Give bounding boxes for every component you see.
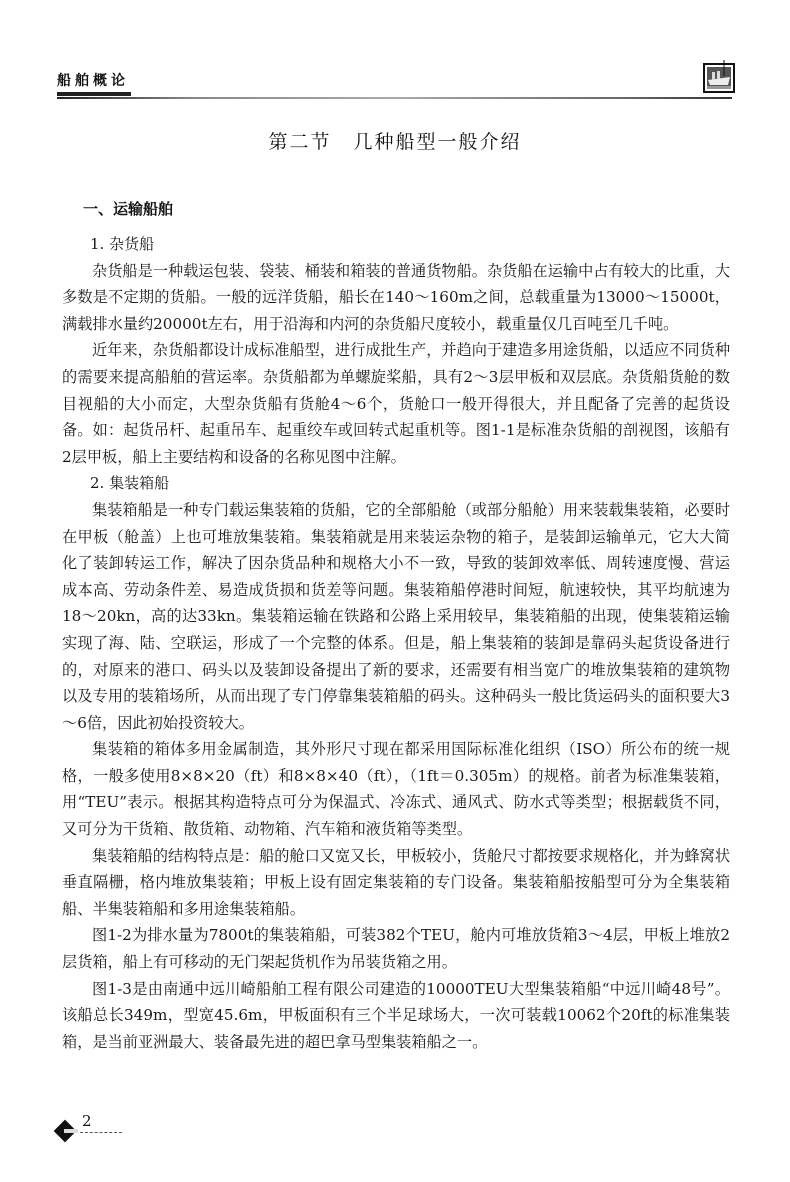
paragraph: 杂货船是一种载运包装、袋装、桶装和箱装的普通货物船。杂货船在运输中占有较大的比重，大多数是不定期的货船。一般的远洋货船，船长在140～160m之间，总载重量为13000～15000t，满载排水量约20000t左右，用于沿海和内河的杂货船尺度较小，载重量仅几百吨至几千吨。 — [62, 261, 730, 333]
running-title-underline — [57, 92, 131, 96]
ship-illustration-icon — [702, 60, 736, 94]
subsection-heading-container-ship: 2. 集装箱船 — [90, 474, 170, 493]
paragraph: 集装箱船是一种专门载运集装箱的货船，它的全部船舱（或部分船舱）用来装载集装箱，必要时在甲板（舱盖）上也可堆放集装箱。集装箱就是用来装运杂物的箱子，是装卸运输单元，它大大简化了装卸转运工作，解决了因杂货品种和规格大小不一致，导致的装卸效率低、周转速度慢、营运成本高、劳动条件差、易造成货损和货差等问题。集装箱船停港时间短，航速较快，其平均航速为18～20kn，高的达33kn。集装箱运输在铁路和公路上采用较早，集装箱船的出现，使集装箱运输实现了海、陆、空联运，形成了一个完整的体系。但是，船上集装箱的装卸是靠码头起货设备进行的，对原来的港口、码头以及装卸设备提出了新的要求，还需要有相当宽广的堆放集装箱的建筑物以及专用的装箱场所，从而出现了专门停靠集装箱船的码头。这种码头一般比货运码头的面积要大3～6倍，因此初始投资较大。 — [62, 500, 730, 732]
page-footer — [52, 1112, 152, 1150]
page-header — [0, 0, 790, 110]
section-number: 第二节 — [268, 131, 332, 153]
body-text — [62, 231, 730, 1055]
footer-rule — [80, 1132, 122, 1133]
chapter-title — [0, 127, 790, 154]
section-title: 几种船型一般介绍 — [353, 131, 522, 153]
arrow-marker — [64, 1129, 78, 1133]
paragraph: 图1-3是由南通中远川崎船舶工程有限公司建造的10000TEU大型集装箱船“中远川崎48号”。该船总长349m，型宽45.6m，甲板面积有三个半足球场大，一次可装载10062个20ft的标准集装箱，是当前亚洲最大、装备最先进的超巴拿马型集装箱船之一。 — [62, 979, 730, 1051]
paragraph: 集装箱船的结构特点是：船的舱口又宽又长，甲板较小，货舱尺寸都按要求规格化，并为蜂窝状垂直隔栅，格内堆放集装箱；甲板上设有固定集装箱的专门设备。集装箱船按船型可分为全集装箱船、半集装箱船和多用途集装箱船。 — [62, 846, 730, 918]
paragraph: 近年来，杂货船都设计成标准船型，进行成批生产，并趋向于建造多用途货船，以适应不同货种的需要来提高船舶的营运率。杂货船都为单螺旋桨船，具有2～3层甲板和双层底。杂货船货舱的数目视船的大小而定，大型杂货船有货舱4～6个，货舱口一般开得很大，并且配备了完善的起货设备。如：起货吊杆、起重吊车、起重绞车或回转式起重机等。图1-1是标准杂货船的剖视图，该船有2层甲板，船上主要结构和设备的名称见图中注解。 — [62, 341, 730, 466]
subsection-heading-cargo-ship: 1. 杂货船 — [90, 235, 155, 253]
running-title: 船舶概论 — [57, 73, 129, 89]
paragraph: 集装箱的箱体多用金属制造，其外形尺寸现在都采用国际标准化组织（ISO）所公布的统一规格，一般多使用8×8×20（ft）和8×8×40（ft），（1ft＝0.305m）的规格。前者为标准集装箱，用“TEU”表示。根据其构造特点可分为保温式、冷冻式、通风式、防水式等类型；根据载货不同，又可分为干货箱、散货箱、动物箱、汽车箱和液货箱等类型。 — [62, 740, 730, 839]
header-rule — [57, 97, 732, 99]
paragraph: 图1-2为排水量为7800t的集装箱船，可装382个TEU，舱内可堆放货箱3～4层，甲板上堆放2层货箱，船上有可移动的无门架起货机作为吊装货箱之用。 — [62, 926, 730, 972]
page-number: 2 — [82, 1112, 92, 1130]
section-heading: 一、运输船舶 — [83, 200, 174, 218]
